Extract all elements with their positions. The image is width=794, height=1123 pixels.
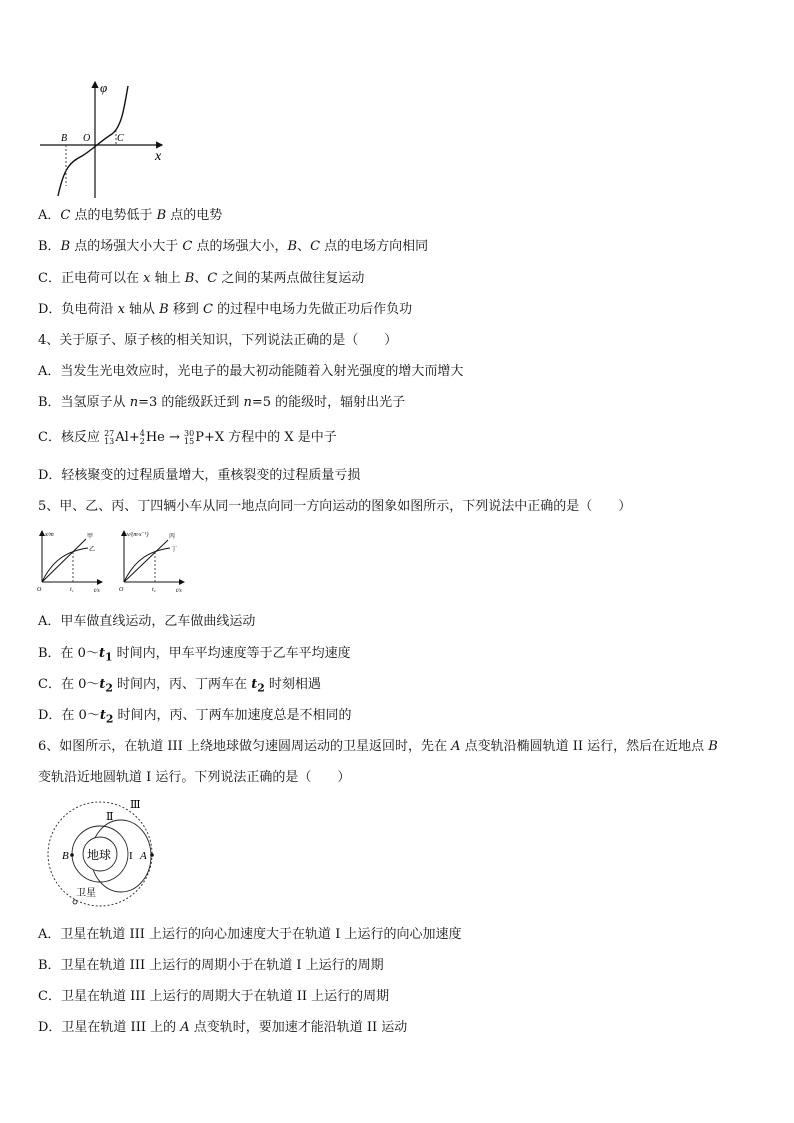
curve-bing: [124, 540, 168, 582]
x-t-tick: t₁: [70, 587, 74, 593]
v-t-ylabel: v/(m·s⁻¹): [127, 532, 149, 538]
q3-option-c: C．正电荷可以在 x 轴上 B、C 之间的某两点做往复运动: [38, 271, 365, 286]
q5-option-d: D．在 $0\sim t_2$ 时间内，丙、丁两车加速度总是不相同的: [38, 708, 352, 726]
label-O: O: [83, 133, 91, 144]
label-A: A: [140, 850, 147, 862]
q5-option-a: A．甲车做直线运动，乙车做曲线运动: [38, 614, 256, 629]
x-t-origin: O: [37, 587, 42, 593]
q3-option-d: D．负电荷沿 x 轴从 B 移到 C 的过程中电场力先做正功后作负功: [38, 302, 413, 317]
label-B: B: [62, 850, 69, 862]
q3-option-b: B．B 点的场强大小大于 C 点的场强大小，B、C 点的电场方向相同: [38, 239, 429, 254]
label-bing: 丙: [169, 534, 176, 540]
q4-stem: 4、关于原子、原子核的相关知识，下列说法正确的是（ ）: [38, 333, 398, 348]
x-t-graph: [36, 527, 108, 595]
label-jia: 甲: [87, 534, 94, 540]
q4-option-a: A．当发生光电效应时，光电子的最大初动能随着入射光强度的增大而增大: [38, 364, 464, 379]
label-ding: 丁: [171, 547, 178, 553]
potential-graph: [36, 78, 176, 200]
q3-option-a: A．C 点的电势低于 B 点的电势: [38, 208, 223, 223]
q4-option-c: C．核反应 27 13 Al+ 4 2 He → 30 15 P+X 方程中的 X 是中子: [38, 428, 337, 446]
curve-ding: [124, 548, 170, 582]
q5-stem: 5、甲、乙、丙、丁四辆小车从同一地点向同一方向运动的图象如图所示，下列说法中正确的是（ ）: [38, 499, 632, 514]
v-t-origin: O: [119, 587, 124, 593]
label-B: B: [61, 133, 68, 144]
curve-jia: [42, 539, 86, 582]
v-t-graph: [118, 527, 190, 595]
v-t-tick: t₂: [152, 587, 156, 593]
curve-yi: [42, 548, 88, 582]
point-A-dot: [150, 853, 154, 857]
q4-option-b: B．当氢原子从 n=3 的能级跃迁到 n=5 的能级时，辐射出光子: [38, 395, 406, 410]
q4-option-d: D．轻核聚变的过程质量增大，重核裂变的过程质量亏损: [38, 468, 361, 483]
q6-option-b: B．卫星在轨道 III 上运行的周期小于在轨道 I 上运行的周期: [38, 958, 384, 973]
v-t-xlabel: t/s: [176, 588, 182, 594]
q6-option-a: A．卫星在轨道 III 上运行的向心加速度大于在轨道 I 上运行的向心加速度: [38, 927, 462, 942]
label-orbit-III: Ⅲ: [130, 799, 141, 811]
orbit-diagram: [44, 796, 170, 908]
label-yi: 乙: [89, 547, 96, 553]
q6-stem-line2: 变轨沿近地圆轨道 I 运行。下列说法正确的是（ ）: [38, 770, 351, 785]
q6-option-d: D．卫星在轨道 III 上的 A 点变轨时，要加速才能沿轨道 II 运动: [38, 1020, 408, 1035]
label-satellite: 卫星: [76, 888, 96, 899]
x-t-xlabel: t/s: [94, 588, 100, 594]
label-C: C: [117, 133, 124, 144]
q5-option-c: C．在 $0\sim t_2$ 时间内，丙、丁两车在 $t_2$ 时刻相遇: [38, 677, 321, 695]
satellite-dot: [73, 900, 77, 904]
label-orbit-II: Ⅱ: [106, 811, 114, 823]
label-orbit-I: I: [129, 850, 133, 862]
q5-option-b: B．在 $0\sim t_1$ 时间内，甲车平均速度等于乙车平均速度: [38, 646, 351, 664]
x-axis-label: x: [155, 149, 162, 164]
q6-option-c: C．卫星在轨道 III 上运行的周期大于在轨道 II 上运行的周期: [38, 989, 390, 1004]
q6-stem-line1: 6、如图所示，在轨道 III 上绕地球做匀速圆周运动的卫星返回时，先在 A 点变轨沿椭圆轨道 II 运行，然后在近地点 B: [38, 739, 718, 754]
x-t-ylabel: x/m: [45, 532, 54, 538]
y-axis-label: φ: [100, 80, 108, 95]
earth-label: 地球: [87, 848, 112, 862]
point-B-dot: [70, 853, 74, 857]
